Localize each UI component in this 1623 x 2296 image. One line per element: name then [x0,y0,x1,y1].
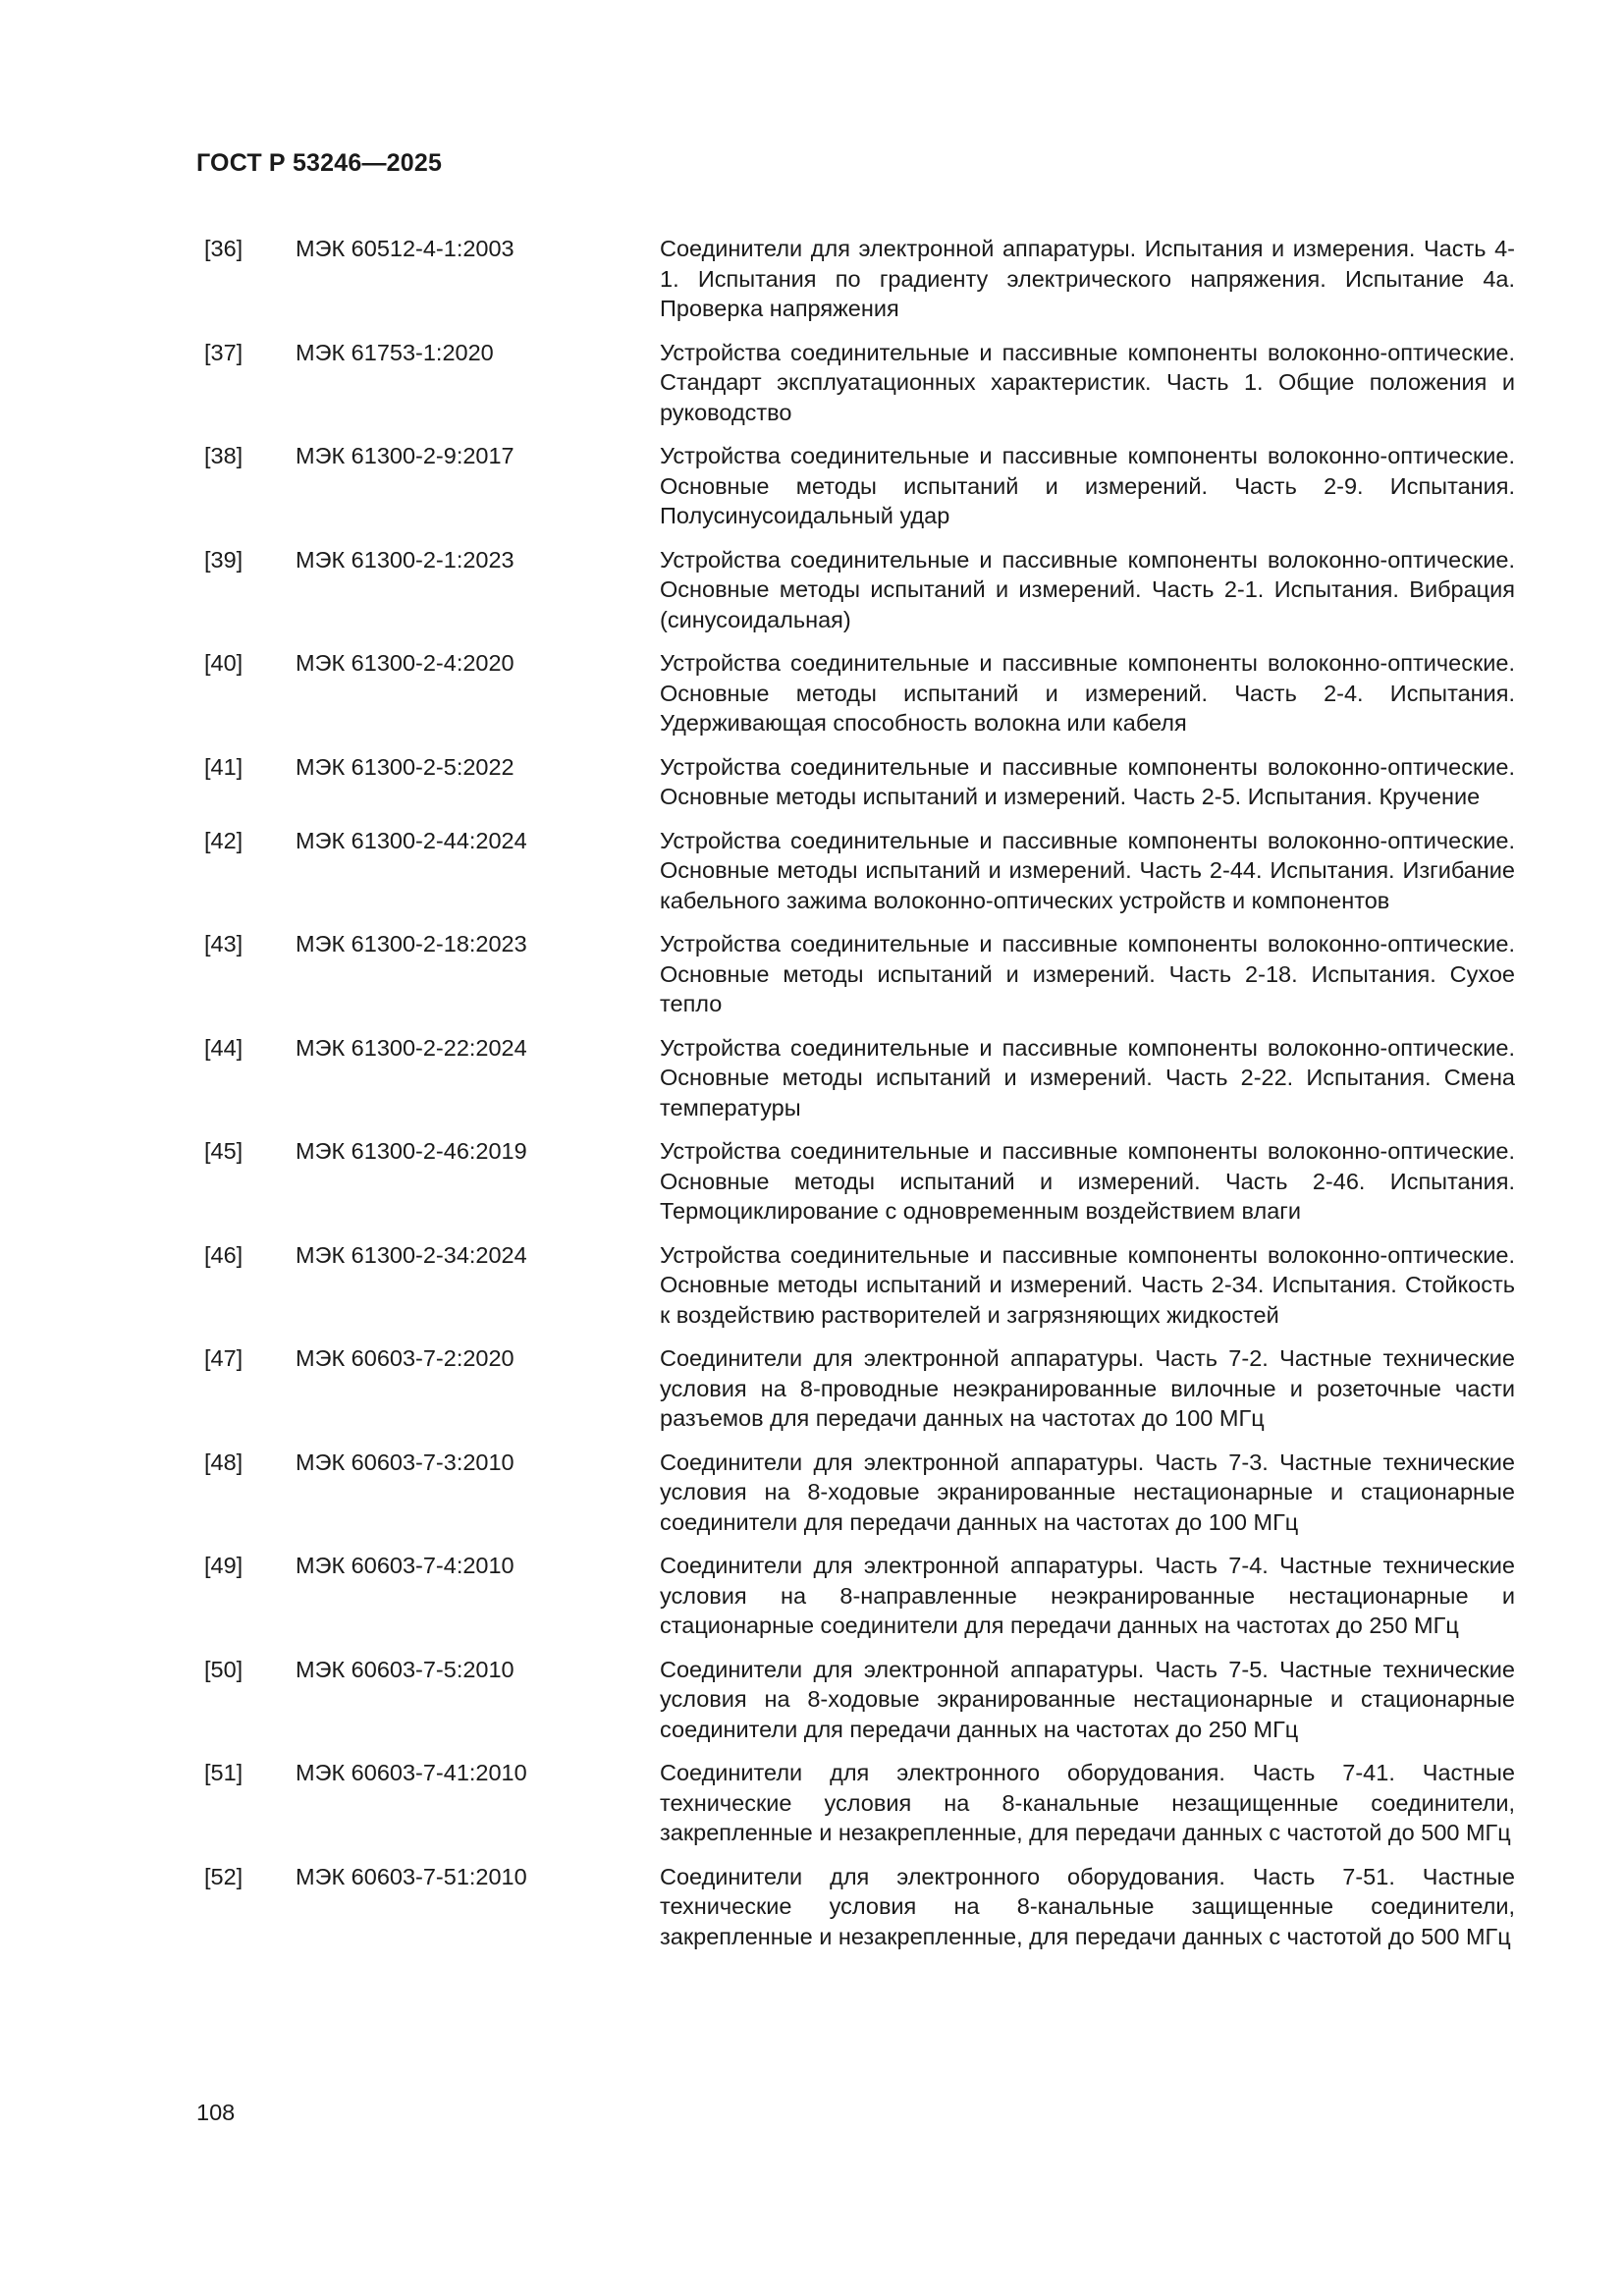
document-header: ГОСТ Р 53246—2025 [196,149,443,177]
bibliography-entry [204,1240,1515,1331]
entry-number: [48] [204,1449,243,1475]
entry-number: [50] [204,1656,243,1682]
standard-title: Устройства соединительные и пассивные компоненты волоконно-оптические. Основные методы испытаний и измерений. Часть 2-44. Испытания. Изгибание кабельного зажима волоконно-оптических устройств и компонентов [660,827,1515,913]
entry-number: [46] [204,1241,243,1268]
standard-title: Соединители для электронного оборудования. Часть 7-41. Частные технические условия на 8-канальные незащищенные соединители, закрепленные и незакрепленные, для передачи данных с частотой до 500 МГц [660,1760,1515,1845]
standard-code: МЭК 60512-4-1:2003 [296,236,514,261]
standard-code: МЭК 61300-2-46:2019 [296,1138,527,1164]
entry-number: [47] [204,1345,243,1371]
standard-title: Соединители для электронной аппаратуры. Испытания и измерения. Часть 4-1. Испытания по градиенту электрического напряжения. Испытание 4а. Проверка напряжения [660,236,1515,321]
standard-code: МЭК 60603-7-3:2010 [296,1449,514,1475]
bibliography-entry [204,1551,1515,1641]
standard-code: МЭК 60603-7-5:2010 [296,1656,514,1682]
standard-title: Соединители для электронной аппаратуры. Часть 7-5. Частные технические условия на 8-ходовые экранированные нестационарные и стационарные соединители для передачи данных на частотах до 250 МГц [660,1656,1515,1742]
standard-title: Устройства соединительные и пассивные компоненты волоконно-оптические. Основные методы испытаний и измерений. Часть 2-4. Испытания. Удерживающая способность волокна или кабеля [660,650,1515,736]
standard-title: Устройства соединительные и пассивные компоненты волоконно-оптические. Основные методы испытаний и измерений. Часть 2-22. Испытания. Смена температуры [660,1034,1515,1121]
standard-title: Устройства соединительные и пассивные компоненты волоконно-оптические. Основные методы испытаний и измерений. Часть 2-46. Испытания. Термоциклирование с одновременным воздействием влаги [660,1138,1515,1224]
standard-code: МЭК 61300-2-5:2022 [296,753,514,780]
standard-title: Устройства соединительные и пассивные компоненты волоконно-оптические. Основные методы испытаний и измерений. Часть 2-18. Испытания. Сухое тепло [660,931,1515,1016]
bibliography-entry [204,545,1515,635]
standard-title: Устройства соединительные и пассивные компоненты волоконно-оптические. Основные методы испытаний и измерений. Часть 2-5. Испытания. Кручение [660,753,1515,809]
standard-title: Устройства соединительные и пассивные компоненты волоконно-оптические. Основные методы испытаний и измерений. Часть 2-1. Испытания. Вибрация (синусоидальная) [660,546,1515,632]
entry-number: [41] [204,753,243,780]
entry-number: [43] [204,931,243,957]
standard-code: МЭК 60603-7-4:2010 [296,1553,514,1578]
bibliography-entry [204,648,1515,738]
standard-code: МЭК 61300-2-34:2024 [296,1241,527,1268]
bibliography-entry [204,1862,1515,1952]
standard-code: МЭК 61300-2-4:2020 [296,650,514,676]
page-number: 108 [196,2100,236,2125]
entry-number: [36] [204,236,243,261]
standard-title: Соединители для электронной аппаратуры. Часть 7-2. Частные технические условия на 8-проводные неэкранированные вилочные и розеточные части разъемов для передачи данных на частотах до 100 МГц [660,1345,1515,1431]
entry-number: [38] [204,443,243,468]
bibliography-entry [204,1136,1515,1227]
standard-code: МЭК 60603-7-41:2010 [296,1760,527,1785]
bibliography-entry [204,1448,1515,1538]
bibliography-entry [204,1033,1515,1123]
standard-code: МЭК 61300-2-9:2017 [296,443,514,468]
bibliography-entry [204,752,1515,812]
entry-number: [49] [204,1553,243,1578]
entry-number: [42] [204,827,243,853]
standard-title: Устройства соединительные и пассивные компоненты волоконно-оптические. Основные методы испытаний и измерений. Часть 2-34. Испытания. Стойкость к воздействию растворителей и загрязняющих жидкостей [660,1241,1515,1328]
standard-title: Соединители для электронной аппаратуры. Часть 7-3. Частные технические условия на 8-ходовые экранированные нестационарные и стационарные соединители для передачи данных на частотах до 100 МГц [660,1449,1515,1535]
bibliography-entry [204,441,1515,531]
standard-title: Соединители для электронного оборудования. Часть 7-51. Частные технические условия на 8-канальные защищенные соединители, закрепленные и незакрепленные, для передачи данных с частотой до 500 МГц [660,1863,1515,1949]
standard-code: МЭК 61753-1:2020 [296,339,494,365]
bibliography-entry [204,826,1515,916]
standard-code: МЭК 60603-7-51:2010 [296,1863,527,1889]
bibliography-entry [204,1758,1515,1848]
bibliography-entry [204,1655,1515,1745]
bibliography-entry [204,234,1515,324]
standard-code: МЭК 60603-7-2:2020 [296,1345,514,1371]
standard-title: Устройства соединительные и пассивные компоненты волоконно-оптические. Основные методы испытаний и измерений. Часть 2-9. Испытания. Полусинусоидальный удар [660,443,1515,528]
bibliography-entry [204,338,1515,428]
entry-number: [45] [204,1138,243,1164]
bibliography-list [204,234,1515,1965]
entry-number: [52] [204,1863,243,1889]
standard-title: Устройства соединительные и пассивные компоненты волоконно-оптические. Стандарт эксплуатационных характеристик. Часть 1. Общие положения и руководство [660,339,1515,425]
entry-number: [37] [204,339,243,365]
standard-code: МЭК 61300-2-44:2024 [296,827,527,853]
standard-title: Соединители для электронной аппаратуры. Часть 7-4. Частные технические условия на 8-направленные неэкранированные нестационарные и стационарные соединители для передачи данных на частотах до 250 МГц [660,1553,1515,1638]
standard-code: МЭК 61300-2-22:2024 [296,1034,527,1061]
entry-number: [39] [204,546,243,573]
standard-code: МЭК 61300-2-18:2023 [296,931,527,957]
bibliography-entry [204,929,1515,1019]
bibliography-entry [204,1343,1515,1434]
entry-number: [44] [204,1034,243,1061]
entry-number: [51] [204,1760,243,1785]
standard-code: МЭК 61300-2-1:2023 [296,546,514,573]
entry-number: [40] [204,650,243,676]
